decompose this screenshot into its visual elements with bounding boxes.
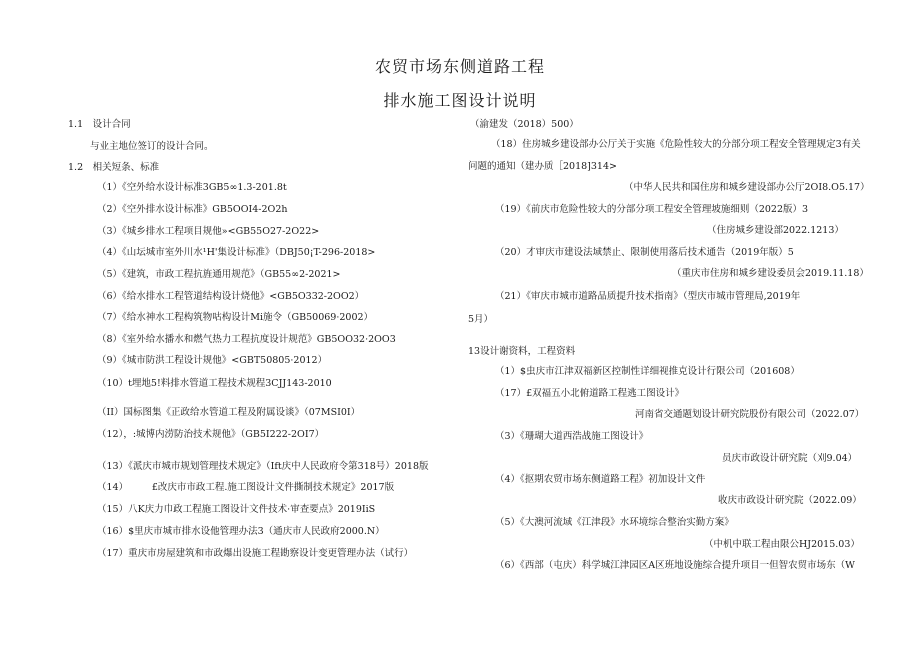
text-line: （13）《派庆市城市规划管理技术规定》（Ift庆中人民政府令第318号）2018版 [97, 461, 429, 472]
text-line: （12），:城博内涝防治技术规他》（GB5I222-2OI7） [97, 429, 325, 440]
text-line: （2）《空外排水设计标准》GB5OOI4-2O2h [97, 204, 288, 215]
text-line: （4）《山坛城市室外川水¹H'集设计标准》（DBJ50¡T-296-2018> [97, 247, 376, 258]
text-line: 5月） [468, 314, 494, 325]
text-line: （1）$虫庆市江津双福新区控制性详细视推克设计行限公司（201608） [495, 366, 800, 377]
text-line: （3）《城乡排水工程项目规他»<GB55O27-2O22> [97, 226, 320, 237]
text-line: （17）重庆市房屋建筑和市政爆出设施工程勘察设计变更管理办法（试行） [97, 548, 414, 559]
text-line: （渝建发（2018）500） [470, 119, 579, 130]
text-line: （住房城乡建设部2022.1213） [707, 225, 844, 236]
text-line: 与业主地位签订的设计合同。 [90, 141, 214, 152]
text-line: （5）《建筑，市政工程抗旌通用规范》（GB55∞2-2021> [97, 269, 341, 280]
text-line: （16）$里庆市城市排水设他管理办法3（通庆市人民政府2000.N） [97, 526, 385, 537]
text-line: （中机中联工程由限公HJ2015.03） [704, 539, 860, 550]
text-line: 收庆市政设计研究院（2022.09） [718, 495, 862, 506]
text-line: （10）t埋地5!料排水管道工程技术规程3CJJ143-2010 [97, 378, 332, 389]
text-line: 1.2 相关短条、标准 [68, 162, 160, 173]
text-line: （4）《抠期农贸市场东侧道路工程》初加设计文件 [495, 474, 706, 485]
text-line: （中华人民共和国住房和城乡建设部办公厅2OI8.O5.17） [624, 182, 870, 193]
text-line: （17）£双福五小北俯道路工程逃工图设计》 [495, 388, 685, 399]
text-line: （6）《给水排水工程管道结构设计烧他》<GB5O332-2OO2） [97, 291, 365, 302]
text-line: （8）《室外给水播水和燃气热力工程抗度设计规范》GB5OO32·2OO3 [97, 334, 396, 345]
text-line: （19）《前庆市危险性较大的分部分项工程安全管理坡施细则（2022版）3 [495, 204, 809, 215]
text-line: 员庆市政设计研究院（刈9.04） [722, 453, 858, 464]
document-subtitle: 排水施工图设计说明 [383, 91, 537, 110]
document-title: 农贸市场东侧道路工程 [374, 57, 545, 76]
text-line: 问题的通知（建办质［2018]314> [468, 161, 617, 172]
text-line: （7）《给水神水工程构筑物咕构设计Mi施令（GB50069·2002） [97, 312, 374, 323]
text-line: （20）才审庆市建设法域禁止、限制使用落后技术通告（2019年版）5 [495, 247, 794, 258]
text-line: （9）《城市防洪工程设计规他》<GBT50805·2012） [97, 355, 328, 366]
text-line: 河南省交通题划设计研究院股份有限公司（2022.07） [635, 409, 865, 420]
text-line: （5）《大澳河流域《江津段》水环境综合整治实勤方案》 [495, 517, 734, 528]
text-line: 13设计谢资料，工程资料 [468, 346, 576, 357]
text-line: （18）住房城乡建设部办公厅关于实施《危险性较大的分部分项工程安全管理规定3有关 [491, 139, 861, 150]
text-line: 1.1 设计合同 [68, 119, 131, 130]
text-line: （21）《审庆市城市道路品质提升技术指南》（型庆市城市管理局,2019年 [495, 291, 801, 302]
text-line: （15）八K庆力巾政工程施工图设计文件技术·审查要点》2019IiS [97, 504, 376, 515]
text-line: （II）国标图集《正政给水管道工程及附属设谈》（07MSI0I） [97, 407, 361, 418]
text-line: （6）《西部（屯庆）科学城江津园区A区班地设施综合提升项目一但智农贸市场东（W [495, 560, 855, 571]
text-line: （14） £改庆市市政工程.施工图设计文件撕制技术规定》2017版 [97, 482, 395, 493]
text-line: （1）《空外给水设计标准3GB5∞1.3-201.8t [97, 182, 287, 193]
text-line: （3）《珊瑚大道西浩战施工图设计》 [495, 431, 649, 442]
text-line: （重庆市住房和城乡建设委员会2019.11.18） [672, 268, 869, 279]
